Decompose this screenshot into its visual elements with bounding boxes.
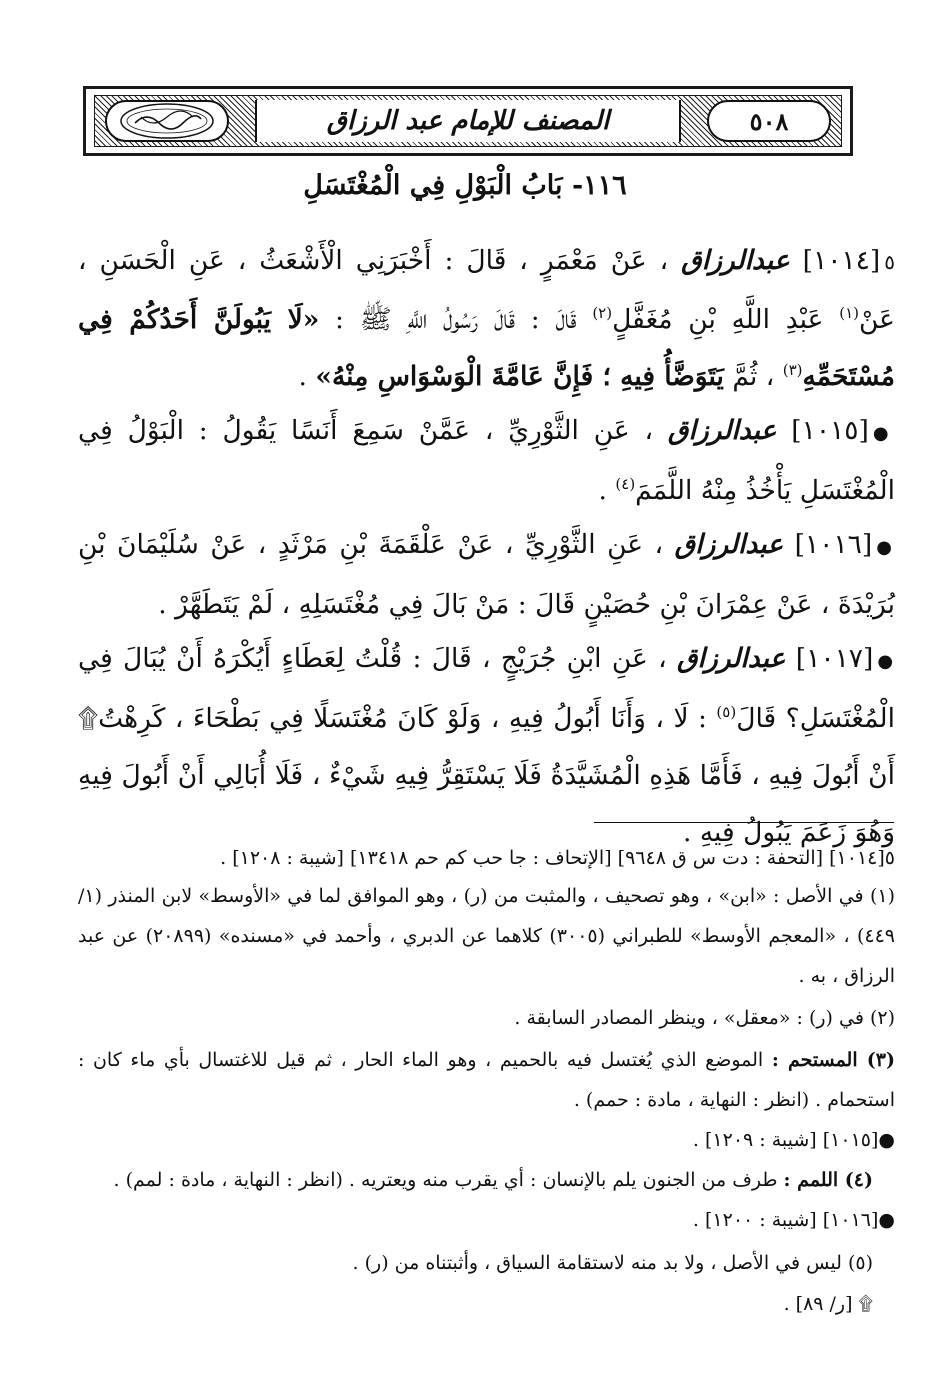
author-name: عبدالرزاق: [676, 643, 786, 674]
footnote-1015: ●[١٠١٥] [شيبة : ١٢٠٩] .: [692, 1129, 895, 1151]
hadith-marker: ●: [876, 537, 895, 558]
page-number: ٥٠٨: [707, 100, 831, 142]
page-ref-mark: ۩: [78, 703, 99, 734]
hadith-number: [١٠١٧]: [795, 643, 874, 674]
header-ornament: [94, 95, 842, 147]
hadith-1015: [78, 402, 895, 519]
hadith-text: ، عَنْ مَعْمَرٍ ، قَالَ : أَخْبَرَنِي الْأَشْعَثُ ، عَنِ الْحَسَنِ ، عَنْ: [78, 245, 895, 335]
book-seal: [105, 100, 229, 142]
footnote-2: (٢) في (ر) : «معقل» ، وينظر المصادر السابقة .: [514, 1007, 895, 1029]
footnote-ref: (٤): [615, 475, 636, 494]
hadith-text: ، عَنِ الثَّوْرِيِّ ، عَنْ عَلْقَمَةَ بْنِ مَرْثَدٍ ، عَنْ سُلَيْمَانَ بْنِ بُرَيْدَةَ ، عَنْ عِمْرَانَ بْنِ حُصَيْنٍ قَالَ : مَنْ بَالَ فِي مُغْتَسَلِهِ ، لَمْ يَتَطَهَّرْ .: [78, 529, 895, 620]
footnote-3: [78, 1040, 895, 1120]
hadith-text: ، ثُمَّ: [732, 361, 775, 392]
hadith-1014: [78, 232, 895, 405]
hadith-text: ، عَنِ ابْنِ جُرَيْجٍ ، قَالَ : قُلْتُ لِعَطَاءٍ أَيُكْرَهُ أَنْ يُبَالَ فِي الْمُغْتَسَلِ؟ قَالَ: [78, 643, 895, 734]
hadith-marker: ●: [877, 651, 895, 672]
hadith-number: [١٠١٤]: [802, 245, 881, 276]
chapter-title: ١١٦- بَابُ الْبَوْلِ فِي الْمُغْتَسَلِ: [303, 170, 627, 201]
hadith-quote: يَتَوَضَّأُ فِيهِ ؛ فَإِنَّ عَامَّةَ الْوَسْوَاسِ مِنْهُ»: [315, 361, 724, 392]
hadith-number: [١٠١٦]: [794, 529, 873, 560]
author-name: عبدالرزاق: [674, 529, 784, 560]
hadith-text: : لَا ، وَأَنَا أَبُولُ فِيهِ ، وَلَوْ كَانَ مُغْتَسَلًا فِي بَطْحَاءَ ، كَرِهْتُ: [98, 703, 707, 734]
footnote-ref: (٣): [782, 361, 803, 380]
footnote-text: طرف من الجنون يلم بالإنسان : أي يقرب منه ويعتريه . (انظر : النهاية ، مادة : لمم) .: [113, 1169, 778, 1191]
author-name: عبدالرزاق: [681, 245, 790, 276]
footnote-ref: (١): [839, 304, 859, 323]
hadith-text: ، عَنِ الثَّوْرِيِّ ، عَمَّنْ سَمِعَ أَنَسًا يَقُولُ : الْبَوْلُ فِي الْمُغْتَسَلِ يَأْخُذُ مِنْهُ اللَّمَمَ: [78, 415, 895, 506]
footnote-term: (٣) المستحم :: [771, 1049, 895, 1071]
hadith-text: .: [298, 361, 307, 392]
footnote-divider: [594, 822, 894, 823]
hadith-marker: ٥: [884, 250, 895, 274]
footnote-text: الموضع الذي يُغتسل فيه بالحميم ، وهو الماء الحار ، ثم قيل للاغتسال بأي ماء كان : استحمام . (انظر : النهاية ، مادة : حمم) .: [78, 1049, 895, 1111]
footnote-1014: ٥[١٠١٤] [التحفة : دت س ق ٩٦٤٨] [الإتحاف : جا حب كم حم ١٣٤١٨] [شيبة : ١٢٠٨] .: [220, 847, 895, 869]
hadith-quote: «لَا يَبُولَنَّ أَحَدُكُمْ فِي مُسْتَحَمِّهِ: [78, 304, 895, 392]
footnote-term: (٤) اللمم :: [783, 1169, 873, 1191]
hadith-text: .: [598, 475, 607, 506]
hadith-marker: ●: [872, 423, 895, 444]
footnote-5: (٥) ليس في الأصل ، ولا بد منه لاستقامة السياق ، وأثبتناه من (ر) .: [352, 1252, 873, 1274]
footnote-ref: (٥): [716, 703, 737, 722]
book-title: المصنف للإمام عبد الرزاق: [255, 100, 681, 142]
hadith-text: عَبْدِ اللَّهِ بْنِ مُغَفَّلٍ: [612, 304, 824, 335]
page-header: [83, 86, 853, 156]
footnote-1016: ●[١٠١٦] [شيبة : ١٢٠٠] .: [692, 1209, 895, 1231]
hadith-1017: [78, 630, 895, 861]
footnote-1: (١) في الأصل : «ابن» ، وهو تصحيف ، والمثبت من (ر) ، وهو الموافق لما في «الأوسط» لابن المنذر (١/ ٤٤٩) ، «المعجم الأوسط» للطبراني (٣٠٠٥) كلاهما عن الدبري ، وأحمد في «مسنده» (٢٠٨٩٩) عن عبد الرزاق ، به .: [78, 885, 895, 987]
hadith-number: [١٠١٥]: [791, 415, 869, 446]
seal-icon: [117, 101, 217, 141]
hadith-text: أَنْ أَبُولَ فِيهِ ، فَأَمَّا هَذِهِ الْمُشَيَّدَةُ فَلَا يَسْتَقِرُّ فِيهِ شَيْءٌ ، فَلَا أُبَالِي أَنْ أَبُولَ فِيهِ وَهُوَ زَعَمَ يَبُولُ فِيهِ .: [78, 760, 895, 848]
footnote-ref: (٢): [592, 304, 613, 323]
footnote-page-ref: ۩ [ر/ ٨٩] .: [783, 1293, 873, 1315]
author-name: عبدالرزاق: [667, 415, 777, 446]
hadith-text: قَالَ : قَالَ رَسُولُ اللَّهِ ﷺ :: [335, 304, 577, 335]
footnote-4: [78, 1160, 895, 1200]
hadith-1016: [78, 516, 895, 633]
